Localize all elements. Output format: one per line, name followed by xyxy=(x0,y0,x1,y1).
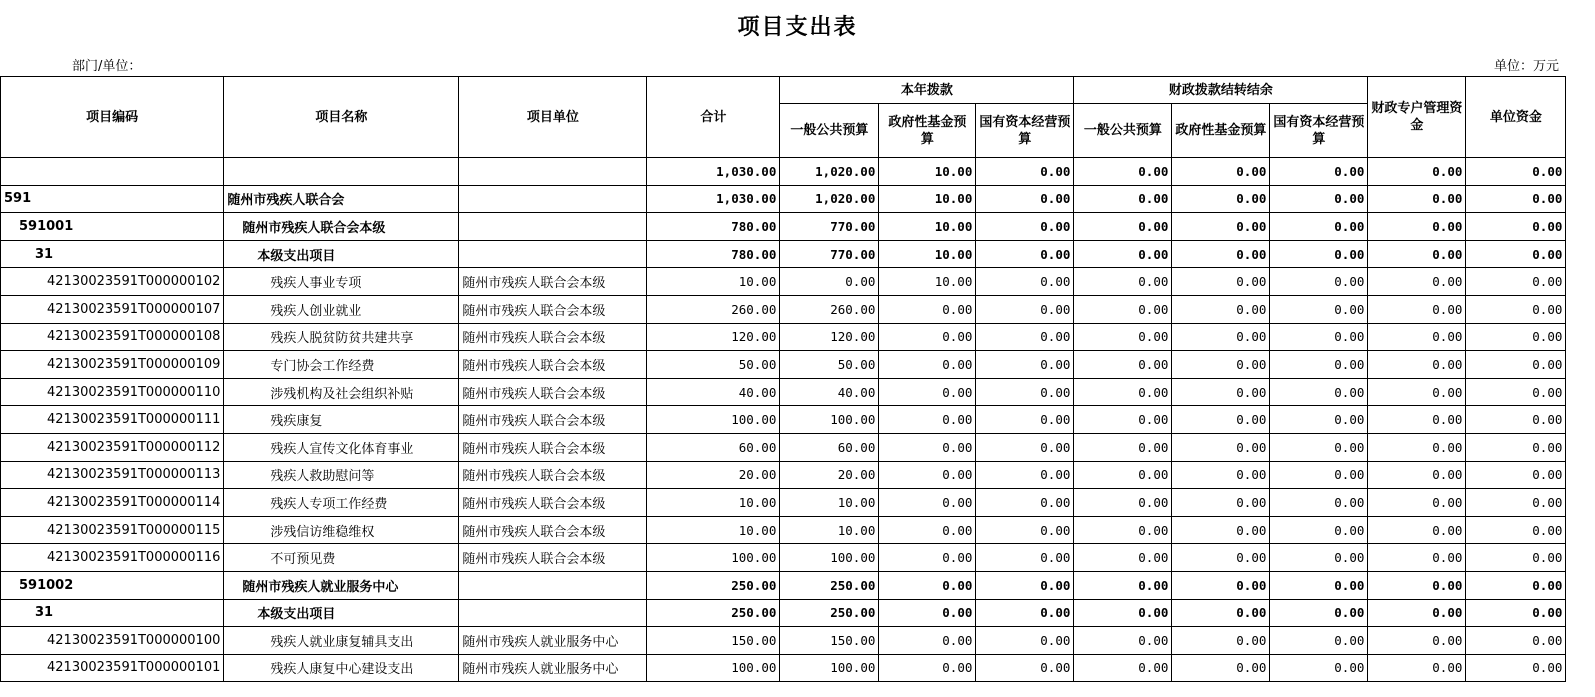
cell-amount: 0.00 xyxy=(1074,516,1172,544)
cell-amount: 10.00 xyxy=(879,158,976,186)
cell-unit: 随州市残疾人联合会本级 xyxy=(459,544,647,572)
cell-amount: 1,030.00 xyxy=(647,158,780,186)
cell-amount: 1,030.00 xyxy=(647,185,780,213)
cell-name: 不可预见费 xyxy=(224,544,459,572)
cell-name: 残疾人事业专项 xyxy=(224,268,459,296)
cell-amount: 0.00 xyxy=(1466,351,1566,379)
cell-amount: 0.00 xyxy=(1172,213,1270,241)
cell-amount: 0.00 xyxy=(1270,406,1368,434)
cell-name xyxy=(224,158,459,186)
cell-amount: 10.00 xyxy=(879,268,976,296)
cell-amount: 0.00 xyxy=(1368,240,1466,268)
cell-amount: 0.00 xyxy=(1074,571,1172,599)
cell-amount: 0.00 xyxy=(1466,433,1566,461)
cell-unit: 随州市残疾人联合会本级 xyxy=(459,516,647,544)
cell-amount: 0.00 xyxy=(1368,571,1466,599)
cell-amount: 0.00 xyxy=(1270,654,1368,682)
header-name: 项目名称 xyxy=(224,77,459,158)
cell-amount: 0.00 xyxy=(976,461,1074,489)
cell-amount: 0.00 xyxy=(1270,516,1368,544)
cell-amount: 0.00 xyxy=(1074,489,1172,517)
cell-unit: 随州市残疾人联合会本级 xyxy=(459,461,647,489)
cell-amount: 0.00 xyxy=(1172,544,1270,572)
table-row xyxy=(1,654,1566,682)
cell-amount: 0.00 xyxy=(976,599,1074,627)
cell-amount: 0.00 xyxy=(1172,185,1270,213)
cell-code: 42130023591T000000115 xyxy=(1,516,224,544)
cell-amount: 0.00 xyxy=(976,213,1074,241)
cell-amount: 0.00 xyxy=(1172,323,1270,351)
cell-name: 残疾人救助慰问等 xyxy=(224,461,459,489)
cell-code: 42130023591T000000114 xyxy=(1,489,224,517)
cell-amount: 0.00 xyxy=(976,516,1074,544)
cell-amount: 0.00 xyxy=(976,268,1074,296)
cell-amount: 0.00 xyxy=(879,599,976,627)
cell-amount: 0.00 xyxy=(1074,323,1172,351)
cell-name: 残疾康复 xyxy=(224,406,459,434)
cell-amount: 0.00 xyxy=(1466,240,1566,268)
cell-unit: 随州市残疾人联合会本级 xyxy=(459,323,647,351)
cell-amount: 0.00 xyxy=(1466,158,1566,186)
cell-amount: 0.00 xyxy=(1368,323,1466,351)
cell-name: 残疾人脱贫防贫共建共享 xyxy=(224,323,459,351)
table-body xyxy=(1,158,1566,682)
cell-name: 本级支出项目 xyxy=(224,599,459,627)
cell-amount: 0.00 xyxy=(1466,627,1566,655)
cell-amount: 0.00 xyxy=(1466,489,1566,517)
cell-amount: 0.00 xyxy=(1270,213,1368,241)
cell-name: 残疾人专项工作经费 xyxy=(224,489,459,517)
cell-amount: 0.00 xyxy=(1270,599,1368,627)
cell-amount: 120.00 xyxy=(647,323,780,351)
cell-name: 随州市残疾人联合会 xyxy=(224,185,459,213)
cell-amount: 0.00 xyxy=(1368,406,1466,434)
cell-amount: 0.00 xyxy=(1466,323,1566,351)
cell-amount: 100.00 xyxy=(780,406,879,434)
cell-amount: 120.00 xyxy=(780,323,879,351)
cell-amount: 0.00 xyxy=(1270,185,1368,213)
cell-amount: 100.00 xyxy=(780,544,879,572)
table-row xyxy=(1,571,1566,599)
header-own-funds: 单位资金 xyxy=(1466,77,1566,158)
page-title: 项目支出表 xyxy=(737,14,858,40)
cell-amount: 0.00 xyxy=(1270,268,1368,296)
cell-amount: 0.00 xyxy=(1368,213,1466,241)
cell-code: 42130023591T000000100 xyxy=(1,627,224,655)
cell-amount: 10.00 xyxy=(647,268,780,296)
cell-amount: 0.00 xyxy=(1368,627,1466,655)
cell-amount: 0.00 xyxy=(976,571,1074,599)
cell-code: 31 xyxy=(1,240,224,268)
cell-amount: 1,020.00 xyxy=(780,185,879,213)
cell-amount: 0.00 xyxy=(1172,516,1270,544)
cell-amount: 0.00 xyxy=(1074,295,1172,323)
cell-amount: 0.00 xyxy=(1270,461,1368,489)
header-g1-state: 国有资本经营预算 xyxy=(976,104,1074,158)
cell-amount: 250.00 xyxy=(647,571,780,599)
cell-amount: 0.00 xyxy=(1172,627,1270,655)
header-total: 合计 xyxy=(647,77,780,158)
cell-amount: 0.00 xyxy=(879,544,976,572)
cell-code: 42130023591T000000107 xyxy=(1,295,224,323)
cell-unit: 随州市残疾人联合会本级 xyxy=(459,406,647,434)
cell-amount: 0.00 xyxy=(976,295,1074,323)
cell-name: 随州市残疾人就业服务中心 xyxy=(224,571,459,599)
cell-unit xyxy=(459,571,647,599)
cell-amount: 0.00 xyxy=(1368,544,1466,572)
cell-amount: 260.00 xyxy=(647,295,780,323)
header-g2-general: 一般公共预算 xyxy=(1074,104,1172,158)
cell-amount: 0.00 xyxy=(1270,433,1368,461)
cell-amount: 0.00 xyxy=(1368,158,1466,186)
cell-code xyxy=(1,158,224,186)
cell-code: 42130023591T000000112 xyxy=(1,433,224,461)
cell-amount: 0.00 xyxy=(1466,213,1566,241)
unit-label: 单位：万元 xyxy=(1493,59,1559,74)
cell-amount: 770.00 xyxy=(780,213,879,241)
cell-amount: 0.00 xyxy=(1270,489,1368,517)
project-expenditure-table xyxy=(0,76,1566,682)
cell-amount: 0.00 xyxy=(1466,599,1566,627)
table-row xyxy=(1,213,1566,241)
cell-amount: 0.00 xyxy=(976,654,1074,682)
cell-amount: 0.00 xyxy=(1074,158,1172,186)
cell-amount: 0.00 xyxy=(1172,268,1270,296)
cell-amount: 0.00 xyxy=(1172,433,1270,461)
cell-amount: 0.00 xyxy=(1466,654,1566,682)
cell-amount: 40.00 xyxy=(780,378,879,406)
cell-amount: 0.00 xyxy=(976,627,1074,655)
cell-amount: 100.00 xyxy=(647,654,780,682)
cell-amount: 150.00 xyxy=(780,627,879,655)
cell-amount: 0.00 xyxy=(1074,351,1172,379)
header-code: 项目编码 xyxy=(1,77,224,158)
cell-amount: 260.00 xyxy=(780,295,879,323)
header-g2-state: 国有资本经营预算 xyxy=(1270,104,1368,158)
cell-amount: 10.00 xyxy=(879,240,976,268)
cell-code: 42130023591T000000102 xyxy=(1,268,224,296)
cell-amount: 0.00 xyxy=(1368,654,1466,682)
cell-amount: 0.00 xyxy=(1466,295,1566,323)
cell-amount: 0.00 xyxy=(879,406,976,434)
cell-amount: 0.00 xyxy=(976,351,1074,379)
cell-amount: 0.00 xyxy=(1270,571,1368,599)
table-row xyxy=(1,378,1566,406)
cell-amount: 250.00 xyxy=(780,571,879,599)
cell-amount: 0.00 xyxy=(1466,461,1566,489)
cell-amount: 0.00 xyxy=(879,323,976,351)
cell-unit: 随州市残疾人联合会本级 xyxy=(459,295,647,323)
cell-unit xyxy=(459,213,647,241)
cell-amount: 20.00 xyxy=(780,461,879,489)
cell-unit xyxy=(459,599,647,627)
cell-amount: 0.00 xyxy=(879,378,976,406)
cell-name: 残疾人创业就业 xyxy=(224,295,459,323)
table-row xyxy=(1,433,1566,461)
cell-amount: 20.00 xyxy=(647,461,780,489)
cell-amount: 0.00 xyxy=(1172,406,1270,434)
cell-amount: 0.00 xyxy=(1172,461,1270,489)
cell-unit: 随州市残疾人联合会本级 xyxy=(459,351,647,379)
cell-amount: 0.00 xyxy=(1270,158,1368,186)
cell-amount: 150.00 xyxy=(647,627,780,655)
header-g1-fund: 政府性基金预算 xyxy=(879,104,976,158)
cell-amount: 0.00 xyxy=(976,378,1074,406)
cell-amount: 0.00 xyxy=(1074,213,1172,241)
cell-amount: 0.00 xyxy=(1466,406,1566,434)
cell-code: 42130023591T000000101 xyxy=(1,654,224,682)
cell-amount: 0.00 xyxy=(879,571,976,599)
cell-amount: 1,020.00 xyxy=(780,158,879,186)
header-group-current-year: 本年拨款 xyxy=(780,77,1074,104)
cell-unit: 随州市残疾人联合会本级 xyxy=(459,433,647,461)
cell-amount: 0.00 xyxy=(1270,240,1368,268)
table-row xyxy=(1,351,1566,379)
cell-unit: 随州市残疾人联合会本级 xyxy=(459,489,647,517)
cell-name: 涉残机构及社会组织补贴 xyxy=(224,378,459,406)
cell-name: 残疾人康复中心建设支出 xyxy=(224,654,459,682)
cell-amount: 0.00 xyxy=(1368,599,1466,627)
cell-amount: 0.00 xyxy=(1368,185,1466,213)
cell-amount: 0.00 xyxy=(1466,268,1566,296)
cell-amount: 0.00 xyxy=(1270,378,1368,406)
cell-amount: 0.00 xyxy=(780,268,879,296)
cell-amount: 0.00 xyxy=(1172,489,1270,517)
cell-amount: 0.00 xyxy=(1368,268,1466,296)
cell-amount: 0.00 xyxy=(976,489,1074,517)
cell-amount: 0.00 xyxy=(1368,351,1466,379)
table-row xyxy=(1,295,1566,323)
cell-unit xyxy=(459,240,647,268)
cell-amount: 250.00 xyxy=(647,599,780,627)
cell-code: 42130023591T000000108 xyxy=(1,323,224,351)
cell-name: 专门协会工作经费 xyxy=(224,351,459,379)
cell-amount: 0.00 xyxy=(1172,351,1270,379)
cell-amount: 0.00 xyxy=(1074,627,1172,655)
cell-amount: 10.00 xyxy=(647,516,780,544)
cell-amount: 0.00 xyxy=(1368,489,1466,517)
cell-amount: 0.00 xyxy=(976,185,1074,213)
cell-code: 591 xyxy=(1,185,224,213)
cell-amount: 0.00 xyxy=(1172,295,1270,323)
cell-amount: 0.00 xyxy=(1074,406,1172,434)
header-group-carryover: 财政拨款结转结余 xyxy=(1074,77,1368,104)
cell-unit xyxy=(459,185,647,213)
cell-unit: 随州市残疾人就业服务中心 xyxy=(459,654,647,682)
cell-unit: 随州市残疾人就业服务中心 xyxy=(459,627,647,655)
cell-amount: 0.00 xyxy=(879,489,976,517)
cell-amount: 0.00 xyxy=(1172,378,1270,406)
table-row xyxy=(1,158,1566,186)
cell-amount: 0.00 xyxy=(1466,516,1566,544)
cell-amount: 0.00 xyxy=(879,461,976,489)
cell-amount: 780.00 xyxy=(647,240,780,268)
cell-amount: 100.00 xyxy=(780,654,879,682)
cell-amount: 0.00 xyxy=(1466,378,1566,406)
cell-name: 本级支出项目 xyxy=(224,240,459,268)
cell-amount: 0.00 xyxy=(976,240,1074,268)
cell-amount: 10.00 xyxy=(879,213,976,241)
cell-name: 涉残信访维稳维权 xyxy=(224,516,459,544)
cell-amount: 0.00 xyxy=(1368,516,1466,544)
cell-code: 42130023591T000000111 xyxy=(1,406,224,434)
cell-amount: 0.00 xyxy=(976,544,1074,572)
cell-code: 591002 xyxy=(1,571,224,599)
cell-amount: 0.00 xyxy=(1172,240,1270,268)
cell-amount: 0.00 xyxy=(1172,654,1270,682)
cell-amount: 0.00 xyxy=(1466,185,1566,213)
cell-amount: 10.00 xyxy=(879,185,976,213)
header-special-account: 财政专户管理资金 xyxy=(1368,77,1466,158)
cell-amount: 0.00 xyxy=(1466,571,1566,599)
table-row xyxy=(1,323,1566,351)
cell-amount: 780.00 xyxy=(647,213,780,241)
cell-amount: 250.00 xyxy=(780,599,879,627)
cell-amount: 0.00 xyxy=(976,433,1074,461)
cell-amount: 0.00 xyxy=(879,654,976,682)
cell-amount: 0.00 xyxy=(1270,627,1368,655)
table-row xyxy=(1,489,1566,517)
cell-amount: 0.00 xyxy=(1074,654,1172,682)
cell-amount: 0.00 xyxy=(879,433,976,461)
table-row xyxy=(1,185,1566,213)
cell-amount: 0.00 xyxy=(879,351,976,379)
cell-amount: 0.00 xyxy=(1368,461,1466,489)
table-row xyxy=(1,461,1566,489)
table-row xyxy=(1,268,1566,296)
table-row xyxy=(1,627,1566,655)
cell-amount: 0.00 xyxy=(879,627,976,655)
cell-amount: 0.00 xyxy=(1172,571,1270,599)
cell-unit: 随州市残疾人联合会本级 xyxy=(459,268,647,296)
cell-code: 31 xyxy=(1,599,224,627)
cell-code: 42130023591T000000109 xyxy=(1,351,224,379)
cell-amount: 60.00 xyxy=(780,433,879,461)
cell-amount: 0.00 xyxy=(1270,351,1368,379)
cell-amount: 60.00 xyxy=(647,433,780,461)
table-row xyxy=(1,599,1566,627)
header-g1-general: 一般公共预算 xyxy=(780,104,879,158)
cell-amount: 10.00 xyxy=(780,516,879,544)
table-row xyxy=(1,544,1566,572)
cell-code: 591001 xyxy=(1,213,224,241)
cell-amount: 50.00 xyxy=(780,351,879,379)
cell-code: 42130023591T000000110 xyxy=(1,378,224,406)
cell-name: 残疾人就业康复辅具支出 xyxy=(224,627,459,655)
cell-amount: 0.00 xyxy=(976,406,1074,434)
cell-unit: 随州市残疾人联合会本级 xyxy=(459,378,647,406)
cell-amount: 0.00 xyxy=(1368,295,1466,323)
cell-amount: 0.00 xyxy=(1074,433,1172,461)
cell-amount: 10.00 xyxy=(780,489,879,517)
cell-amount: 100.00 xyxy=(647,544,780,572)
cell-name: 残疾人宣传文化体育事业 xyxy=(224,433,459,461)
cell-amount: 40.00 xyxy=(647,378,780,406)
cell-amount: 100.00 xyxy=(647,406,780,434)
cell-amount: 0.00 xyxy=(1074,461,1172,489)
cell-amount: 0.00 xyxy=(1074,599,1172,627)
cell-amount: 0.00 xyxy=(1074,268,1172,296)
cell-amount: 0.00 xyxy=(1270,323,1368,351)
cell-amount: 0.00 xyxy=(1172,158,1270,186)
cell-amount: 0.00 xyxy=(1368,433,1466,461)
cell-amount: 770.00 xyxy=(780,240,879,268)
header-unit: 项目单位 xyxy=(459,77,647,158)
cell-code: 42130023591T000000113 xyxy=(1,461,224,489)
cell-amount: 10.00 xyxy=(647,489,780,517)
cell-amount: 0.00 xyxy=(879,295,976,323)
cell-amount: 0.00 xyxy=(1466,544,1566,572)
header-g2-fund: 政府性基金预算 xyxy=(1172,104,1270,158)
cell-amount: 0.00 xyxy=(1368,378,1466,406)
cell-amount: 0.00 xyxy=(1074,240,1172,268)
cell-amount: 0.00 xyxy=(1074,185,1172,213)
table-row xyxy=(1,516,1566,544)
department-label: 部门/单位： xyxy=(72,59,142,74)
cell-amount: 0.00 xyxy=(879,516,976,544)
cell-amount: 0.00 xyxy=(976,158,1074,186)
cell-amount: 0.00 xyxy=(976,323,1074,351)
cell-amount: 0.00 xyxy=(1074,378,1172,406)
cell-amount: 50.00 xyxy=(647,351,780,379)
cell-amount: 0.00 xyxy=(1074,544,1172,572)
cell-amount: 0.00 xyxy=(1270,295,1368,323)
table-row xyxy=(1,406,1566,434)
cell-code: 42130023591T000000116 xyxy=(1,544,224,572)
cell-unit xyxy=(459,158,647,186)
cell-name: 随州市残疾人联合会本级 xyxy=(224,213,459,241)
table-row xyxy=(1,240,1566,268)
cell-amount: 0.00 xyxy=(1270,544,1368,572)
cell-amount: 0.00 xyxy=(1172,599,1270,627)
